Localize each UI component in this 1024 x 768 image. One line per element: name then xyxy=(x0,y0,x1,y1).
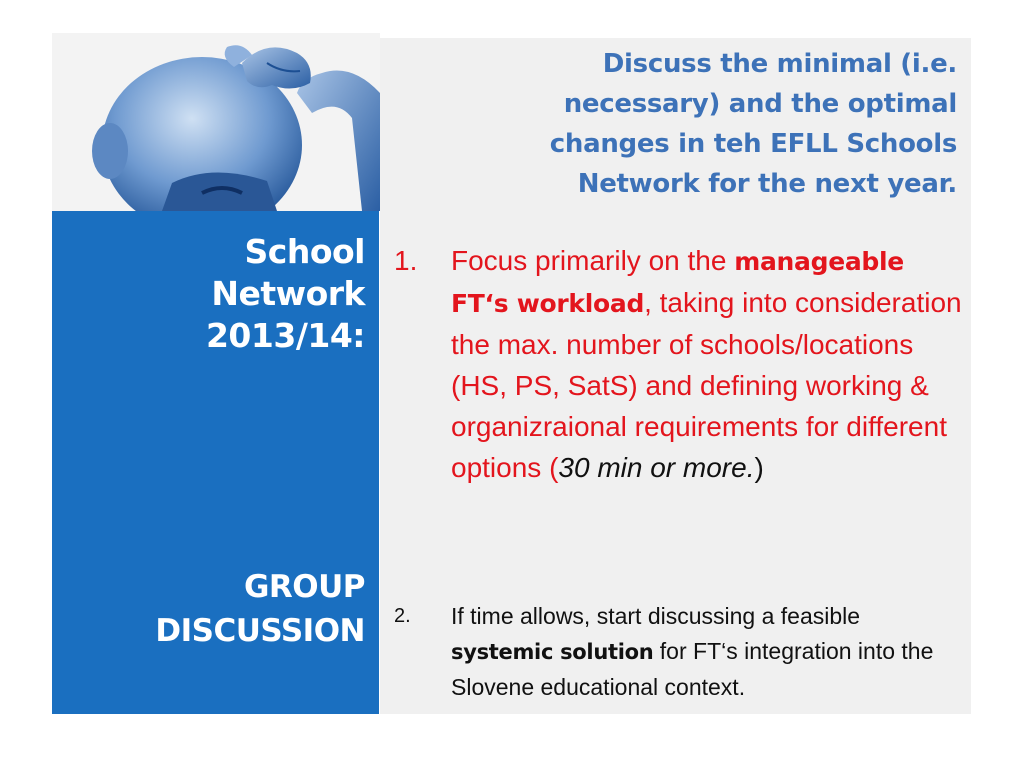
list-item-text xyxy=(451,599,966,705)
discussion-question xyxy=(437,44,957,204)
list-item-number: 2. xyxy=(394,605,411,627)
group-label-line: DISCUSSION xyxy=(155,613,365,649)
question-line: necessary) and the optimal xyxy=(563,89,957,119)
content-panel xyxy=(380,38,971,714)
item-text: If time allows, start discussing a feasible xyxy=(451,603,861,629)
item-text: ) xyxy=(754,452,764,483)
question-line: Network for the next year. xyxy=(577,169,957,199)
section-title-line: Network xyxy=(211,274,365,313)
section-title-line: 2013/14: xyxy=(205,316,365,355)
group-discussion-label xyxy=(155,565,365,653)
item-text: Focus primarily on the xyxy=(451,245,735,276)
section-title-line: School xyxy=(244,232,365,271)
sidebar-panel xyxy=(52,211,379,714)
group-label-line: GROUP xyxy=(243,569,365,605)
item-italic-note: 30 min or more. xyxy=(558,452,755,483)
item-emphasis: systemic solution xyxy=(451,640,654,664)
list-item-text xyxy=(451,240,966,488)
item-text: for FT‘s integration into the Slovene educational context. xyxy=(451,638,934,700)
question-line: Discuss the minimal (i.e. xyxy=(602,49,957,79)
question-line: changes in teh EFLL Schools xyxy=(549,129,957,159)
item-emphasis: manageable FT‘s workload xyxy=(451,247,904,318)
item-text: , taking into consideration the max. number of schools/locations (HS, PS, SatS) and defining working & organizraional requirements for different options ( xyxy=(451,287,962,483)
section-title xyxy=(206,231,365,357)
list-item-number: 1. xyxy=(394,245,418,276)
thinking-man-illustration xyxy=(52,33,380,211)
thinking-man-photo xyxy=(52,33,380,211)
